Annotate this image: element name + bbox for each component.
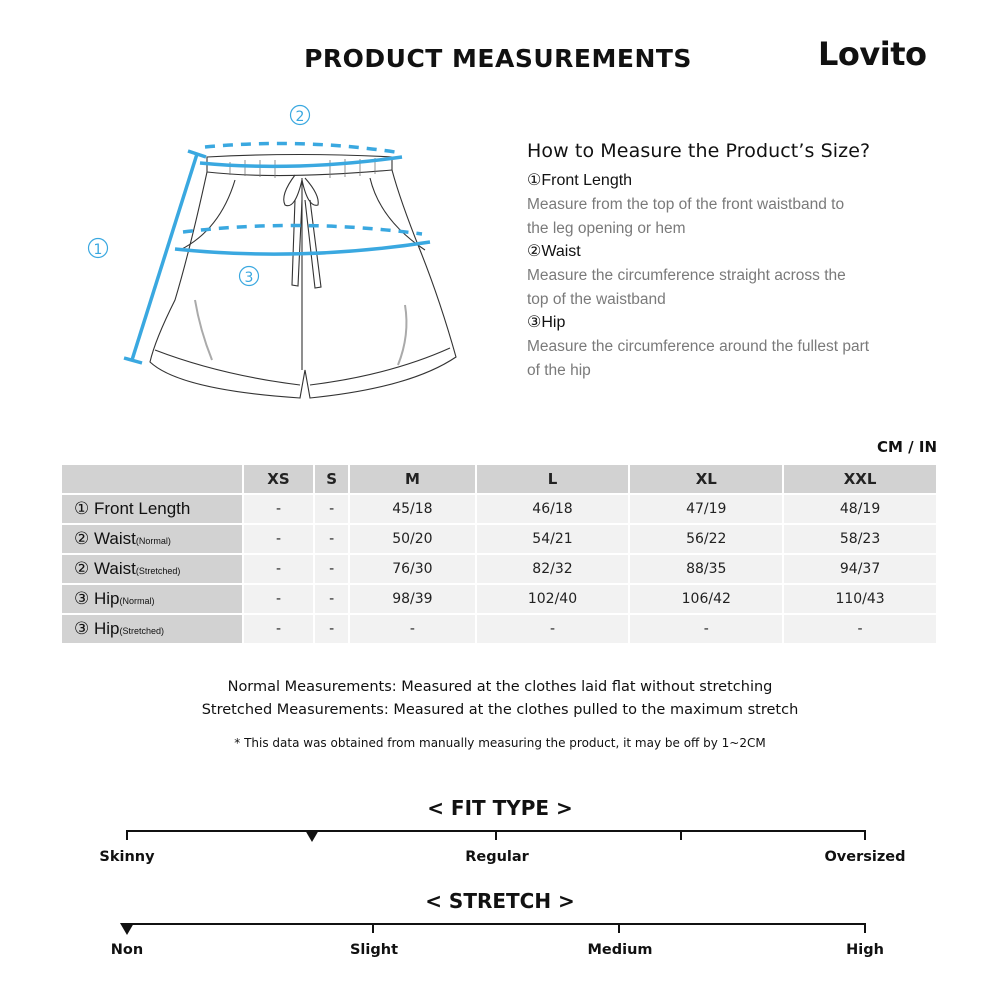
table-cell: - bbox=[244, 615, 313, 643]
table-cell: 58/23 bbox=[784, 525, 936, 553]
size-table bbox=[60, 463, 938, 645]
tick bbox=[126, 830, 128, 840]
fit-type-marker-icon bbox=[305, 830, 319, 842]
row-label-text: ③ Hip bbox=[74, 619, 120, 638]
waist-desc-1: Measure the circumference straight across the bbox=[527, 267, 846, 284]
shorts-illustration-icon bbox=[80, 100, 480, 420]
table-row bbox=[62, 525, 936, 553]
row-label bbox=[62, 585, 242, 613]
table-cell: 98/39 bbox=[350, 585, 474, 613]
marker-1: 1 bbox=[93, 242, 103, 258]
table-corner bbox=[62, 465, 242, 493]
front-length-desc-1: Measure from the top of the front waistband to bbox=[527, 196, 845, 213]
table-cell: 46/18 bbox=[477, 495, 629, 523]
row-label-text: ② Waist bbox=[74, 559, 136, 578]
brand-logo: Lovito bbox=[818, 35, 927, 73]
hip-desc-2: of the hip bbox=[527, 361, 591, 379]
table-row bbox=[62, 615, 936, 643]
table-cell: 106/42 bbox=[630, 585, 782, 613]
stretch-label-non: Non bbox=[110, 942, 144, 958]
table-cell: 102/40 bbox=[477, 585, 629, 613]
row-label-text: ③ Hip bbox=[74, 589, 120, 608]
table-cell: 88/35 bbox=[630, 555, 782, 583]
row-label-text: ② Waist bbox=[74, 529, 136, 548]
table-cell: 56/22 bbox=[630, 525, 782, 553]
table-cell: - bbox=[350, 615, 474, 643]
stretch-label-high: High bbox=[846, 942, 884, 958]
table-cell: 50/20 bbox=[350, 525, 474, 553]
row-label bbox=[62, 525, 242, 553]
size-header: XS bbox=[244, 465, 313, 493]
table-cell: - bbox=[784, 615, 936, 643]
size-header: S bbox=[315, 465, 348, 493]
stretch-line bbox=[126, 923, 866, 925]
shorts-diagram bbox=[80, 100, 480, 420]
table-cell: 94/37 bbox=[784, 555, 936, 583]
tick bbox=[864, 830, 866, 840]
fit-label-skinny: Skinny bbox=[99, 849, 155, 865]
tick bbox=[372, 923, 374, 933]
row-qualifier: (Normal) bbox=[119, 596, 155, 606]
how-to-measure-section bbox=[527, 140, 947, 382]
table-cell: - bbox=[315, 555, 348, 583]
front-length-desc-2: the leg opening or hem bbox=[527, 219, 686, 237]
front-length-title: ①Front Length bbox=[527, 172, 633, 189]
page-title: PRODUCT MEASUREMENTS bbox=[304, 44, 692, 73]
size-header: XXL bbox=[784, 465, 936, 493]
table-cell: - bbox=[315, 495, 348, 523]
stretch-label-medium: Medium bbox=[587, 942, 653, 958]
table-header-row bbox=[62, 465, 936, 493]
table-row bbox=[62, 585, 936, 613]
table-cell: 110/43 bbox=[784, 585, 936, 613]
table-cell: - bbox=[630, 615, 782, 643]
table-cell: 76/30 bbox=[350, 555, 474, 583]
normal-note: Normal Measurements: Measured at the clothes laid flat without stretching bbox=[227, 679, 773, 695]
stretch-title: < STRETCH > bbox=[425, 889, 575, 913]
stretched-note: Stretched Measurements: Measured at the clothes pulled to the maximum stretch bbox=[201, 702, 799, 718]
row-label bbox=[62, 495, 242, 523]
hip-title: ③Hip bbox=[527, 314, 566, 331]
table-cell: - bbox=[315, 525, 348, 553]
waist-title: ②Waist bbox=[527, 243, 581, 260]
tick bbox=[680, 830, 682, 840]
stretch-label-slight: Slight bbox=[349, 942, 399, 958]
table-cell: 54/21 bbox=[477, 525, 629, 553]
table-cell: 82/32 bbox=[477, 555, 629, 583]
table-cell: 48/19 bbox=[784, 495, 936, 523]
marker-3: 3 bbox=[244, 270, 254, 286]
size-header: M bbox=[350, 465, 474, 493]
tick bbox=[618, 923, 620, 933]
measurement-notes bbox=[0, 676, 1000, 722]
how-to-heading: How to Measure the Product’s Size? bbox=[527, 140, 871, 162]
row-qualifier: (Stretched) bbox=[119, 626, 165, 636]
table-cell: - bbox=[244, 585, 313, 613]
table-cell: - bbox=[477, 615, 629, 643]
size-header: XL bbox=[630, 465, 782, 493]
row-label-text: ① Front Length bbox=[74, 499, 191, 518]
hip-desc-1: Measure the circumference around the fullest part bbox=[527, 338, 870, 355]
row-qualifier: (Normal) bbox=[135, 536, 171, 546]
table-cell: - bbox=[244, 525, 313, 553]
disclaimer: * This data was obtained from manually measuring the product, it may be off by 1~2CM bbox=[234, 736, 766, 750]
stretch-marker-icon bbox=[120, 923, 134, 935]
fit-type-title: < FIT TYPE > bbox=[427, 796, 573, 820]
tick bbox=[864, 923, 866, 933]
table-cell: 45/18 bbox=[350, 495, 474, 523]
table-row bbox=[62, 495, 936, 523]
waist-desc-2: top of the waistband bbox=[527, 290, 666, 308]
size-header: L bbox=[477, 465, 629, 493]
tick bbox=[495, 830, 497, 840]
fit-label-oversized: Oversized bbox=[824, 849, 906, 865]
fit-label-regular: Regular bbox=[465, 849, 529, 865]
row-label bbox=[62, 615, 242, 643]
row-label bbox=[62, 555, 242, 583]
table-cell: - bbox=[244, 495, 313, 523]
table-cell: - bbox=[315, 585, 348, 613]
table-cell: - bbox=[244, 555, 313, 583]
units-label: CM / IN bbox=[877, 438, 937, 456]
row-qualifier: (Stretched) bbox=[135, 566, 181, 576]
marker-2: 2 bbox=[295, 109, 305, 125]
table-cell: 47/19 bbox=[630, 495, 782, 523]
table-row bbox=[62, 555, 936, 583]
table-cell: - bbox=[315, 615, 348, 643]
